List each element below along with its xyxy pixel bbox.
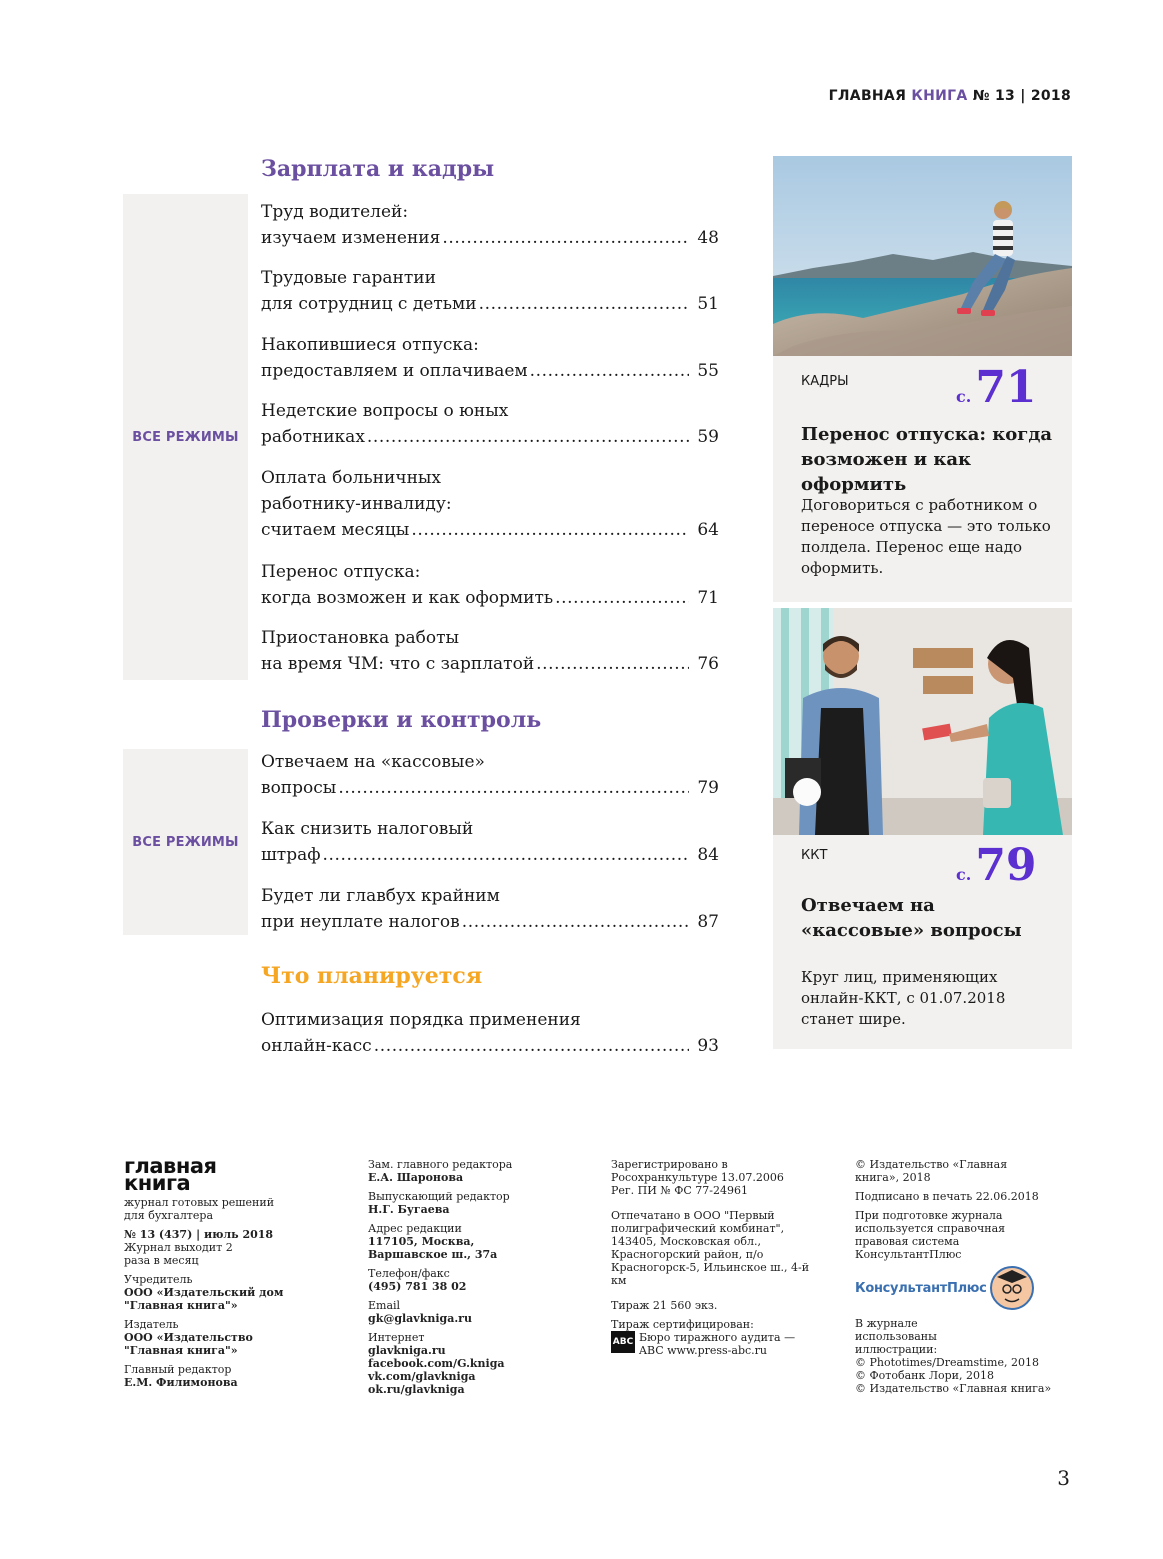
footer-phone-label: Телефон/факс — [368, 1267, 450, 1280]
toc-entry-line1: Будет ли главбух крайним — [261, 886, 500, 906]
footer-link[interactable]: vk.com/glavkniga — [368, 1370, 476, 1383]
leader-dots — [374, 1033, 689, 1059]
toc-entry[interactable] — [261, 265, 719, 317]
footer-tagline: журнал готовых решений для бухгалтера — [124, 1196, 275, 1222]
photo-woman-by-sea — [773, 156, 1072, 356]
leader-dots — [367, 424, 689, 450]
card-page-ref[interactable] — [956, 362, 1037, 413]
leader-dots — [338, 775, 689, 801]
photo-cashier-payment — [773, 608, 1072, 835]
section-title-planned: Что планируется — [261, 963, 483, 989]
footer-issue: № 13 (437) | июль 2018 — [124, 1228, 274, 1241]
toc-entry-line1: Накопившиеся отпуска: — [261, 335, 479, 355]
footer-signed: Подписано в печать 22.06.2018 — [855, 1190, 1039, 1203]
footer-link[interactable]: facebook.com/G.kniga — [368, 1357, 505, 1370]
card-title: Отвечаем на «кассовые» вопросы — [801, 895, 1022, 941]
leader-dots — [530, 358, 689, 384]
toc-entry-line2: предоставляем и оплачиваем — [261, 361, 528, 381]
footer-chief-label: Главный редактор — [124, 1363, 232, 1376]
toc-entry[interactable] — [261, 332, 719, 384]
card-description: Договориться с работником о переносе отпуска — это только полдела. Перенос еще надо оформить. — [801, 496, 1051, 577]
footer-copyright: © Издательство «Главная книга», 2018 — [855, 1158, 1008, 1184]
leader-dots — [323, 842, 689, 868]
card-title: Перенос отпуска: когда возможен и как оформить — [801, 424, 1052, 495]
toc-entry-line1: Приостановка работы — [261, 628, 460, 648]
footer-link[interactable]: glavkniga.ru — [368, 1344, 446, 1357]
footer-registration: Зарегистрировано в Росохранкультуре 13.07.2006 Рег. ПИ № ФС 77-24961 — [611, 1158, 784, 1197]
footer-address-label: Адрес редакции — [368, 1222, 462, 1235]
toc-entry-line2: онлайн-касс — [261, 1036, 372, 1056]
card-page-ref[interactable] — [956, 840, 1037, 891]
feature-card-vacation[interactable] — [773, 156, 1072, 602]
leader-dots — [442, 225, 689, 251]
footer-col-editorial — [368, 1158, 568, 1396]
toc-page-number: 55 — [697, 361, 719, 381]
toc-entry[interactable] — [261, 883, 719, 935]
footer-email-label: Email — [368, 1299, 401, 1312]
toc-entry-line1: Перенос отпуска: — [261, 562, 421, 582]
toc-page-number: 76 — [697, 654, 719, 674]
toc-entry-line2: изучаем изменения — [261, 228, 441, 248]
toc-entry-line1: Труд водителей: — [261, 202, 409, 222]
toc-entry-line1: Оптимизация порядка применения — [261, 1010, 581, 1030]
toc-page-number: 93 — [697, 1036, 719, 1056]
footer-chief: Е.М. Филимонова — [124, 1376, 238, 1389]
footer-frequency: Журнал выходит 2 раза в месяц — [124, 1241, 233, 1267]
toc-entry-line2: работниках — [261, 427, 365, 447]
toc-entry[interactable] — [261, 749, 719, 801]
footer-illus: © Фотобанк Лори, 2018 — [855, 1369, 995, 1382]
toc-entry[interactable] — [261, 816, 719, 868]
footer-consultant-text: При подготовке журнала используется справочная правовая система КонсультантПлюс — [855, 1209, 1006, 1261]
toc-page-number: 59 — [697, 427, 719, 447]
toc-entry-line2: когда возможен и как оформить — [261, 588, 554, 608]
masthead — [829, 88, 1071, 104]
toc-page-number: 87 — [697, 912, 719, 932]
footer-col-publisher — [124, 1154, 324, 1389]
toc-page-number: 64 — [697, 520, 719, 540]
footer-publisher: ООО «Издательство "Главная книга"» — [124, 1331, 253, 1357]
section-title-salary: Зарплата и кадры — [261, 156, 495, 182]
toc-page-number: 79 — [697, 778, 719, 798]
regime-label: ВСЕ РЕЖИМЫ — [132, 429, 239, 445]
footer-deputy: Е.А. Шаронова — [368, 1171, 464, 1184]
leader-dots — [536, 651, 689, 677]
toc-entry-line2: штраф — [261, 845, 321, 865]
page-number: 3 — [1057, 1466, 1070, 1490]
toc-entry-line1: Трудовые гарантии — [261, 268, 436, 288]
card-page-number: 79 — [975, 840, 1037, 891]
abc-logo-icon: ABC — [611, 1331, 635, 1353]
toc-entry-line2: для сотрудниц с детьми — [261, 294, 477, 314]
footer-illus: © Издательство «Главная книга» — [855, 1382, 1052, 1395]
footer-illus-label: В журнале использованы иллюстрации: — [855, 1317, 938, 1356]
toc-entry-line1: Отвечаем на «кассовые» — [261, 752, 485, 772]
footer-deputy-label: Зам. главного редактора — [368, 1158, 513, 1171]
footer-logo-line2: книга — [124, 1171, 191, 1195]
toc-entry[interactable] — [261, 199, 719, 251]
footer-cert-label: Тираж сертифицирован: — [611, 1318, 754, 1331]
footer-publisher-label: Издатель — [124, 1318, 179, 1331]
toc-page-number: 51 — [697, 294, 719, 314]
toc-entry-line2: считаем месяцы — [261, 520, 410, 540]
toc-entry[interactable] — [261, 625, 719, 677]
footer-link[interactable]: ok.ru/glavkniga — [368, 1383, 465, 1396]
toc-entry[interactable] — [261, 559, 719, 611]
toc-entry-line1: Оплата больничных — [261, 468, 442, 488]
footer-logo-line1: главная — [124, 1154, 217, 1178]
footer-col-registration — [611, 1158, 816, 1357]
card-page-number: 71 — [975, 362, 1037, 413]
toc-entry-line1: Недетские вопросы о юных — [261, 401, 509, 421]
masthead-issue: № 13 | 2018 — [972, 88, 1071, 104]
feature-card-kkt[interactable] — [773, 608, 1072, 1049]
footer-email[interactable]: gk@glavkniga.ru — [368, 1312, 472, 1325]
masthead-brand-1: ГЛАВНАЯ — [828, 88, 907, 104]
card-rubric-tag: КАДРЫ — [801, 374, 849, 389]
regime-box-inspections — [123, 749, 248, 935]
regime-label: ВСЕ РЕЖИМЫ — [132, 834, 239, 850]
toc-entry[interactable] — [261, 398, 719, 450]
toc-entry[interactable] — [261, 465, 719, 543]
toc-entry-line2: на время ЧМ: что с зарплатой — [261, 654, 535, 674]
footer-founder-label: Учредитель — [124, 1273, 193, 1286]
footer-illus: © Phototimes/Dreamstime, 2018 — [855, 1356, 1039, 1369]
section-title-inspections: Проверки и контроль — [261, 707, 542, 733]
card-rubric-tag: ККТ — [801, 848, 828, 863]
leader-dots — [462, 909, 689, 935]
toc-page-number: 48 — [697, 228, 719, 248]
leader-dots — [411, 517, 689, 543]
footer-phone: (495) 781 38 02 — [368, 1280, 467, 1293]
footer-founder: ООО «Издательский дом "Главная книга"» — [124, 1286, 284, 1312]
card-description: Круг лиц, применяющих онлайн-ККТ, с 01.07.2018 станет шире. — [801, 968, 1006, 1028]
footer-release: Н.Г. Бугаева — [368, 1203, 450, 1216]
footer-circulation: Тираж 21 560 экз. — [611, 1299, 718, 1312]
toc-page-number: 71 — [697, 588, 719, 608]
footer-release-label: Выпускающий редактор — [368, 1190, 510, 1203]
consultant-logo-text: КонсультантПлюс — [855, 1280, 987, 1296]
toc-page-number: 84 — [697, 845, 719, 865]
regime-box-salary — [123, 194, 248, 680]
leader-dots — [555, 585, 689, 611]
footer-cert: Бюро тиражного аудита — ABC www.press-abc.ru — [639, 1331, 796, 1357]
masthead-brand-2: КНИГА — [911, 88, 968, 104]
page-prefix: с. — [956, 387, 972, 406]
footer-printed: Отпечатано в ООО "Первый полиграфический комбинат", 143405, Московская обл., Красногорский район, п/о Красногорск-5, Ильинское ш., 4-й км — [611, 1209, 810, 1287]
consultant-logo — [855, 1265, 1070, 1311]
toc-entry-line1: Как снизить налоговый — [261, 819, 474, 839]
page-prefix: с. — [956, 865, 972, 884]
toc-entry[interactable] — [261, 1007, 719, 1059]
footer-col-copyright — [855, 1158, 1070, 1395]
footer-internet-label: Интернет — [368, 1331, 425, 1344]
leader-dots — [479, 291, 689, 317]
professor-mascot-icon — [989, 1265, 1035, 1311]
toc-entry-line2: при неуплате налогов — [261, 912, 460, 932]
footer-address: 117105, Москва, Варшавское ш., 37а — [368, 1235, 498, 1261]
toc-entry-line1b: работнику-инвалиду: — [261, 494, 452, 514]
toc-entry-line2: вопросы — [261, 778, 337, 798]
